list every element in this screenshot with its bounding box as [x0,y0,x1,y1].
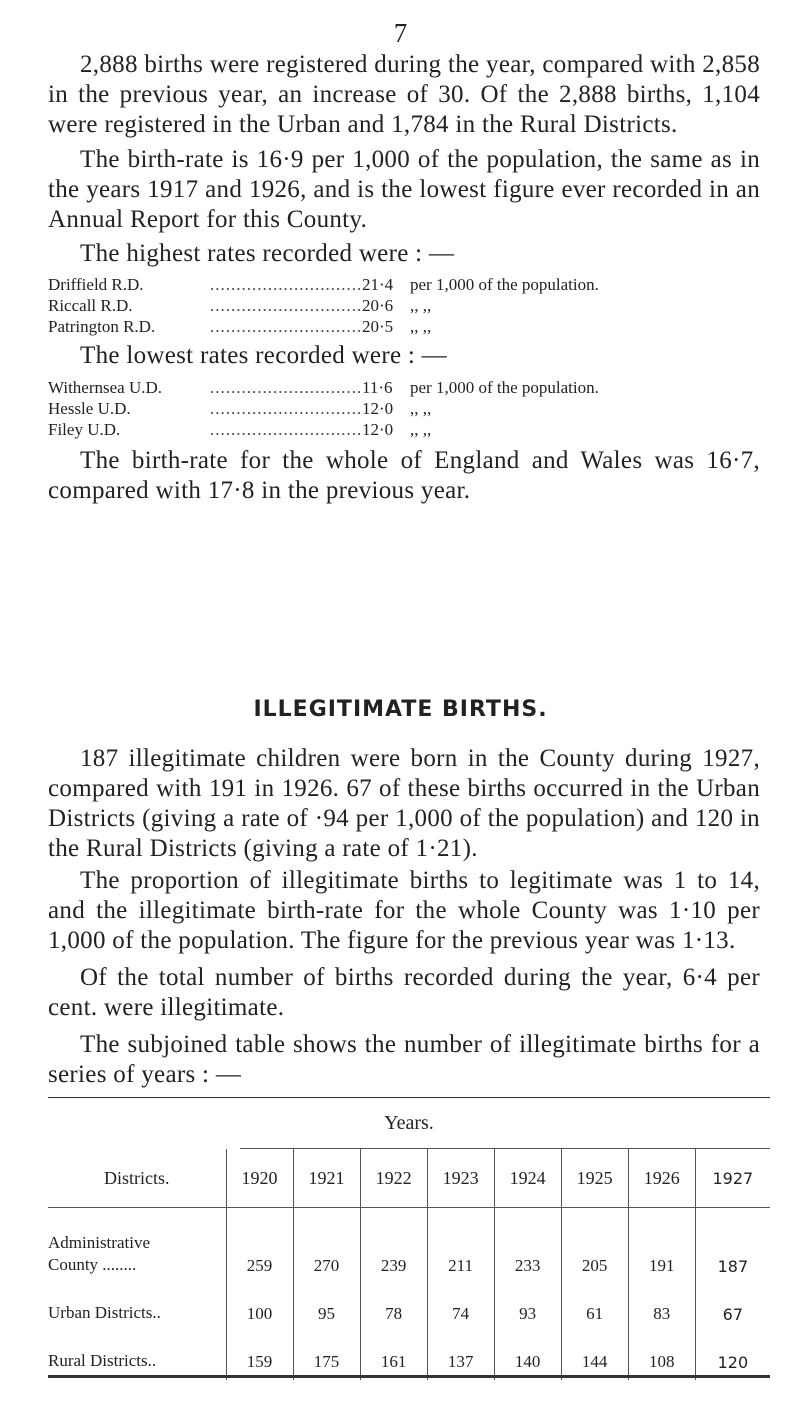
rate-unit: ,, ,, [410,399,432,418]
table-cell: 211 [427,1208,494,1279]
table-cell: 239 [360,1208,427,1279]
illegitimate-births-table [48,1149,770,1380]
table-cell: 140 [494,1326,561,1380]
rate-value: 20·5 [362,317,394,336]
district-name: Hessle U.D. [48,399,131,418]
leader-dots: ............................. [210,296,363,315]
row-label-line: Administrative [48,1233,150,1252]
table-cell: 187 [695,1208,770,1279]
table-row [48,1278,770,1326]
rate-unit: per 1,000 of the population. [410,275,599,294]
proportion-paragraph: The proportion of illegitimate births to legitimate was 1 to 14, and the illegitimate birth-rate for the whole County was 1·10 per 1,000 of the population. The figure for the previous year was 1·13. [48,867,760,954]
birth-rate-paragraph: The birth-rate is 16·9 per 1,000 of the population, the same as in the years 1917 and 1926, and is the lowest figure ever recorded in an Annual Report for this County. [48,146,760,233]
district-name: Patrington R.D. [48,317,156,336]
table-cell: 100 [226,1278,293,1326]
rate-value: 21·4 [362,275,394,294]
rate-row [48,274,768,295]
rate-unit: per 1,000 of the population. [410,378,599,397]
table-row [48,1208,770,1279]
percent-paragraph: Of the total number of births recorded during the year, 6·4 per cent. were illegitimate. [48,964,760,1021]
rate-unit: ,, ,, [410,317,432,336]
districts-header: Districts. [104,1167,170,1188]
leader-dots: ............................. [210,378,363,397]
district-name: Withernsea U.D. [48,378,163,397]
leader-dots: ............................. [210,399,363,418]
table-cell: 108 [628,1326,695,1380]
district-name: Riccall R.D. [48,296,133,315]
row-label [48,1208,226,1279]
table-cell: 259 [226,1208,293,1279]
year-header: 1925 [561,1149,628,1208]
leader-dots: ............................. [210,420,363,439]
rate-value: 12·0 [362,399,394,418]
year-header: 1926 [628,1149,695,1208]
leader-dots: ............................. [210,275,363,294]
table-cell: 78 [360,1278,427,1326]
leader-dots: ............................. [210,317,363,336]
table-header-row [48,1149,770,1208]
rate-row [48,377,768,398]
table-cell: 95 [293,1278,360,1326]
england-wales-paragraph: The birth-rate for the whole of England and Wales was 16·7, compared with 17·8 in the previous year. [48,447,760,504]
table-cell: 120 [695,1326,770,1380]
year-header: 1924 [494,1149,561,1208]
table-intro-paragraph: The subjoined table shows the number of illegitimate births for a series of years : — [48,1031,760,1088]
year-header: 1920 [226,1149,293,1208]
table-cell: 93 [494,1278,561,1326]
year-header: 1921 [293,1149,360,1208]
year-header: 1927 [695,1149,770,1208]
table-cell: 74 [427,1278,494,1326]
table-cell: 161 [360,1326,427,1380]
table-cell: 144 [561,1326,628,1380]
table-cell: 83 [628,1278,695,1326]
table-cell: 61 [561,1278,628,1326]
births-paragraph: 2,888 births were registered during the year, compared with 2,858 in the previous year, an increase of 30. Of the 2,888 births, 1,104 were registered in the Urban and 1,784 in the Rural Districts. [48,51,760,138]
year-header: 1922 [360,1149,427,1208]
table-cell: 137 [427,1326,494,1380]
years-label: Years. [384,1112,434,1134]
table-cell: 205 [561,1208,628,1279]
lowest-rates-intro: The lowest rates recorded were : — [80,342,447,369]
rate-value: 20·6 [362,296,394,315]
table-cell: 270 [293,1208,360,1279]
table-top-rule [48,1097,770,1098]
row-label: Urban Districts.. [48,1303,161,1322]
rate-row [48,295,768,316]
year-header: 1923 [427,1149,494,1208]
rate-row [48,419,768,440]
rate-value: 12·0 [362,420,394,439]
table-cell: 191 [628,1208,695,1279]
rate-value: 11·6 [362,378,393,397]
table-cell: 175 [293,1326,360,1380]
row-label-line: County ........ [48,1255,137,1274]
table-cell: 67 [695,1278,770,1326]
highest-rates-intro: The highest rates recorded were : — [80,240,455,267]
row-label: Rural Districts.. [48,1351,157,1370]
rate-row [48,316,768,337]
table-row [48,1326,770,1380]
rate-row [48,398,768,419]
table-cell: 159 [226,1326,293,1380]
highest-rates-list [48,274,768,337]
illegitimate-count-paragraph: 187 illegitimate children were born in the County during 1927, compared with 191 in 1926. 67 of these births occurred in the Urban Districts (giving a rate of ·94 per 1,000 of the population) and 120 in the Rural Districts (giving a rate of 1·21). [48,745,760,862]
page-number: 7 [393,18,408,48]
district-name: Driffield R.D. [48,275,144,294]
table-bottom-rule [48,1375,770,1378]
rate-unit: ,, ,, [410,420,432,439]
lowest-rates-list [48,377,768,440]
district-name: Filey U.D. [48,420,121,439]
rate-unit: ,, ,, [410,296,432,315]
section-heading: ILLEGITIMATE BIRTHS. [253,697,548,722]
table-cell: 233 [494,1208,561,1279]
